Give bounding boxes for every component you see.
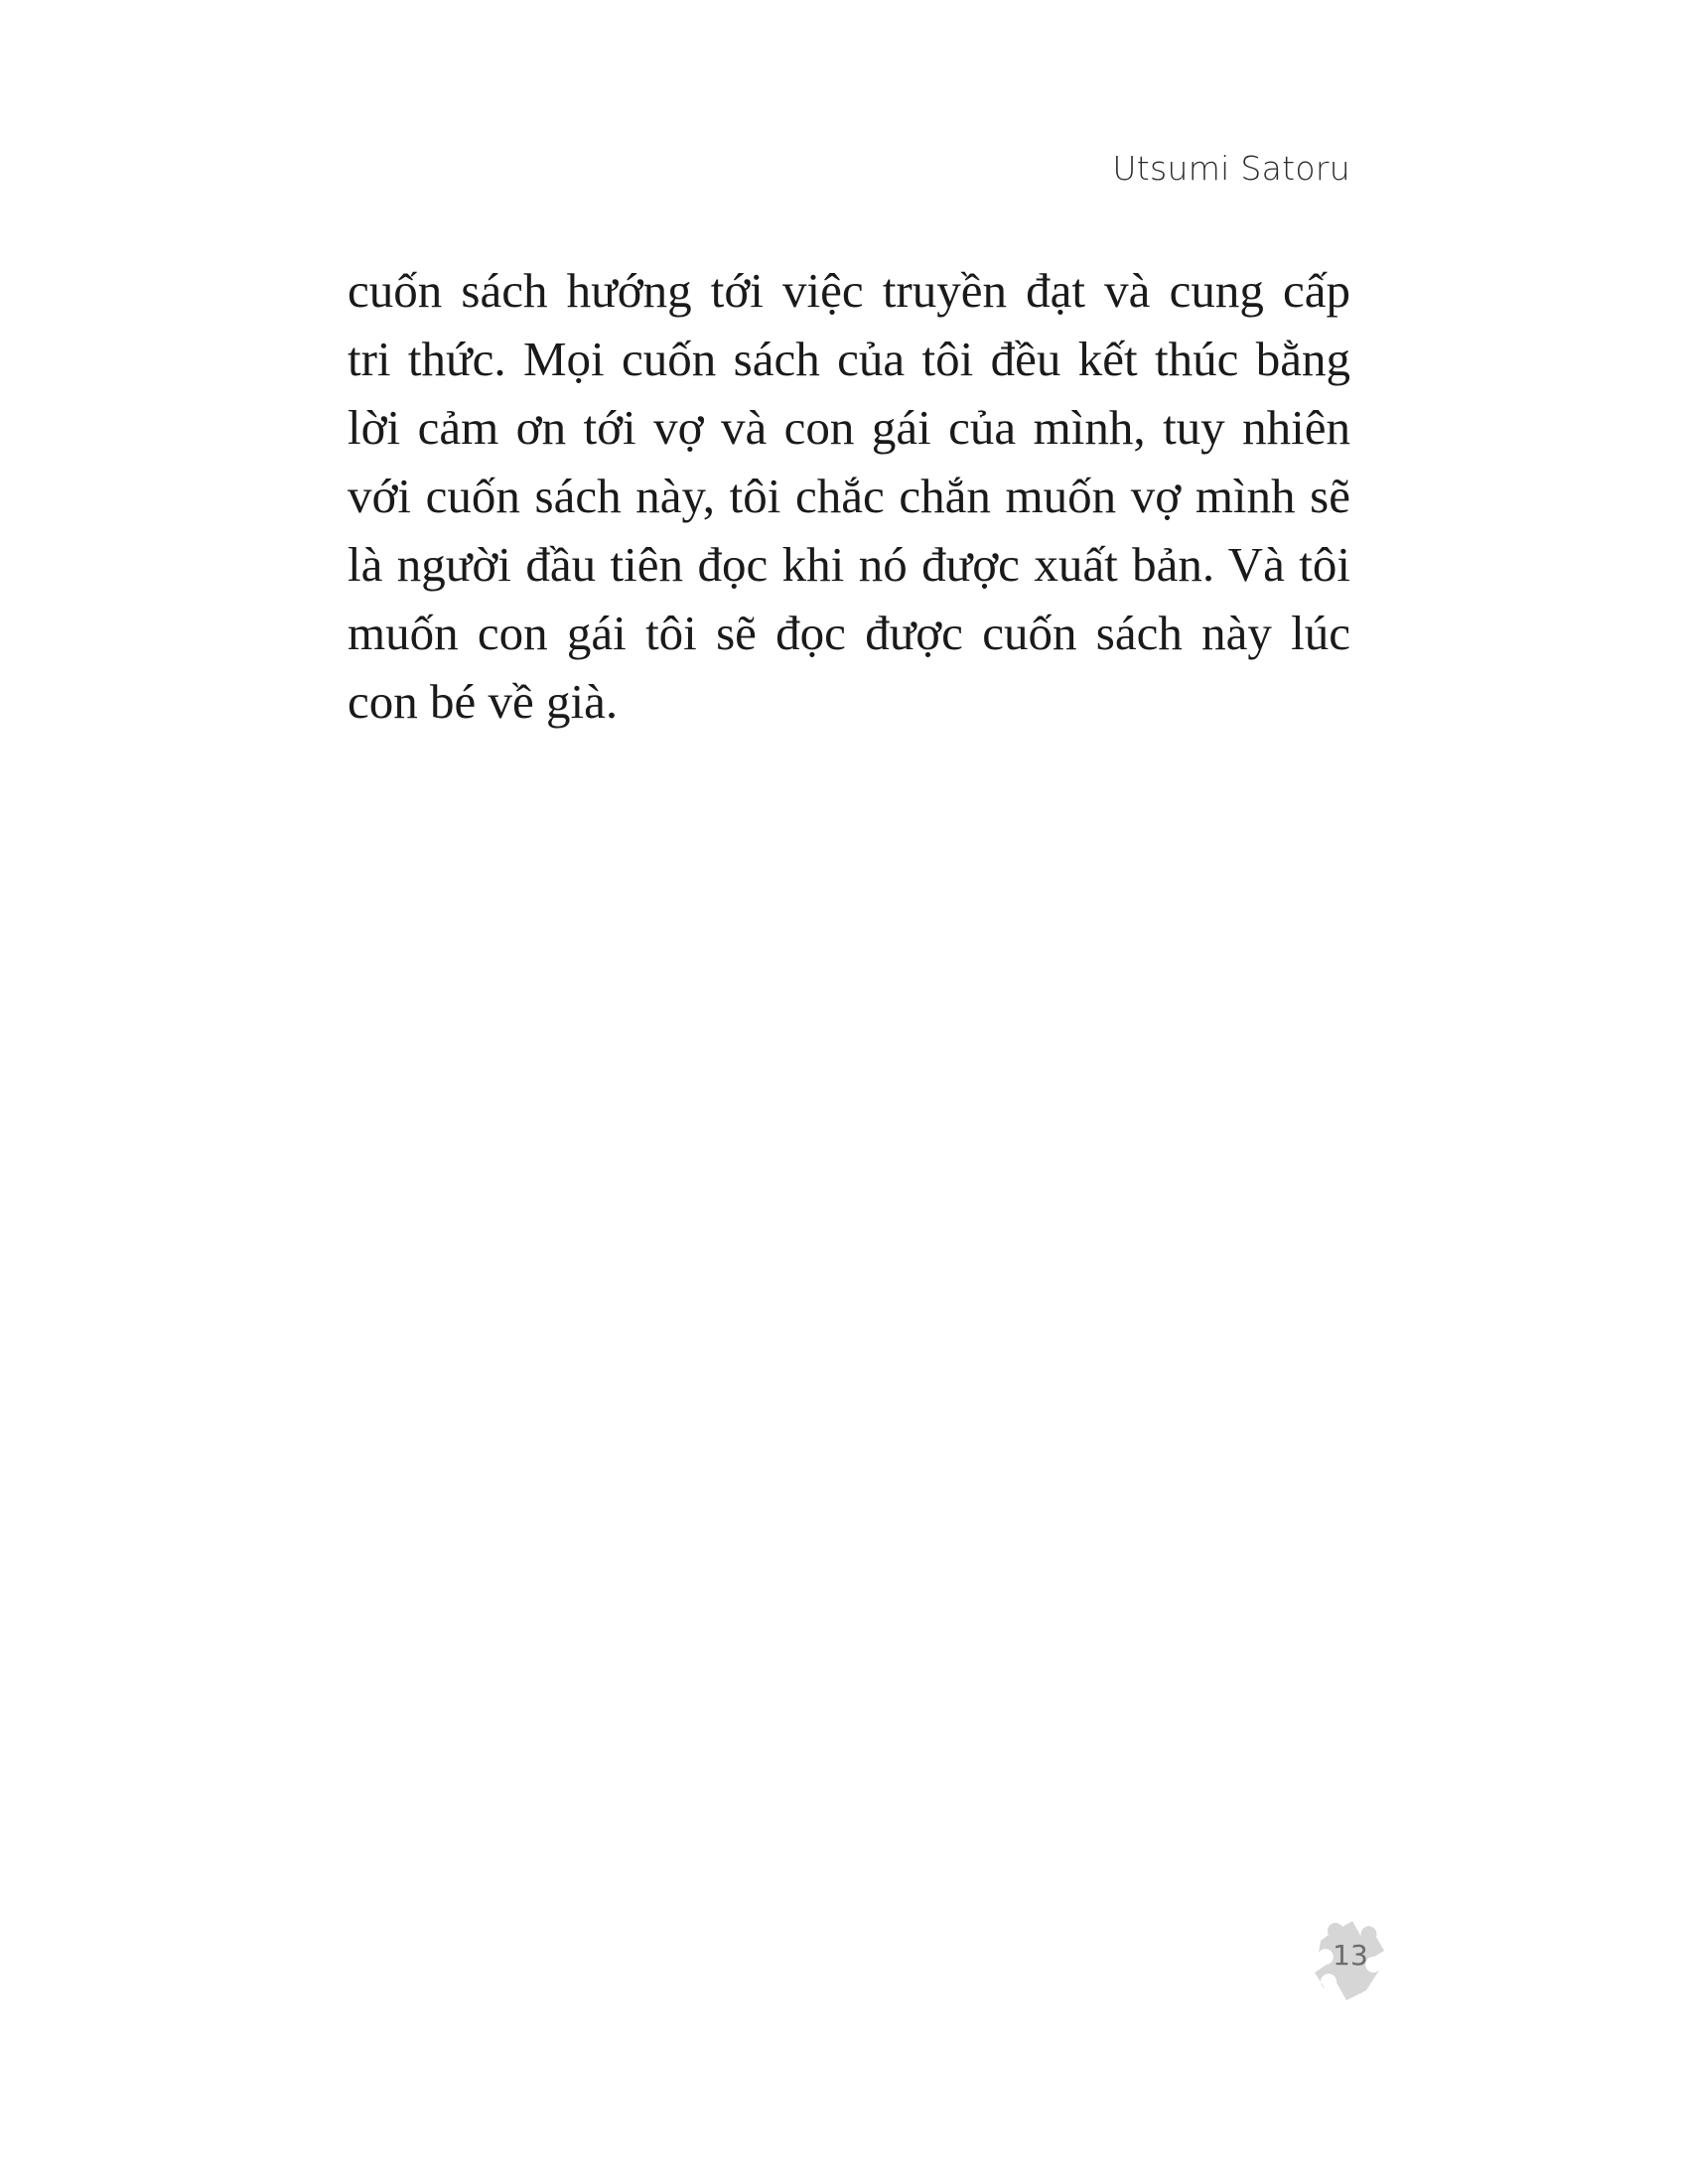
page-number: 13: [1333, 1939, 1368, 1972]
body-line: lời cảm ơn tới vợ và con gái của mình, tuy nhiên: [348, 400, 1350, 455]
page-folio: [1301, 1911, 1400, 2010]
body-line: con bé về già.: [348, 674, 619, 729]
body-line: tri thức. Mọi cuốn sách của tôi đều kết thúc bằng: [348, 332, 1350, 386]
body-line: cuốn sách hướng tới việc truyền đạt và cung cấp: [348, 263, 1350, 318]
running-header-author: Utsumi Satoru: [1112, 149, 1350, 188]
body-paragraph: [348, 256, 1350, 736]
body-line: muốn con gái tôi sẽ đọc được cuốn sách này lúc: [348, 606, 1350, 660]
body-line: là người đầu tiên đọc khi nó được xuất bản. Và tôi: [348, 537, 1350, 592]
body-line: với cuốn sách này, tôi chắc chắn muốn vợ mình sẽ: [348, 469, 1350, 523]
